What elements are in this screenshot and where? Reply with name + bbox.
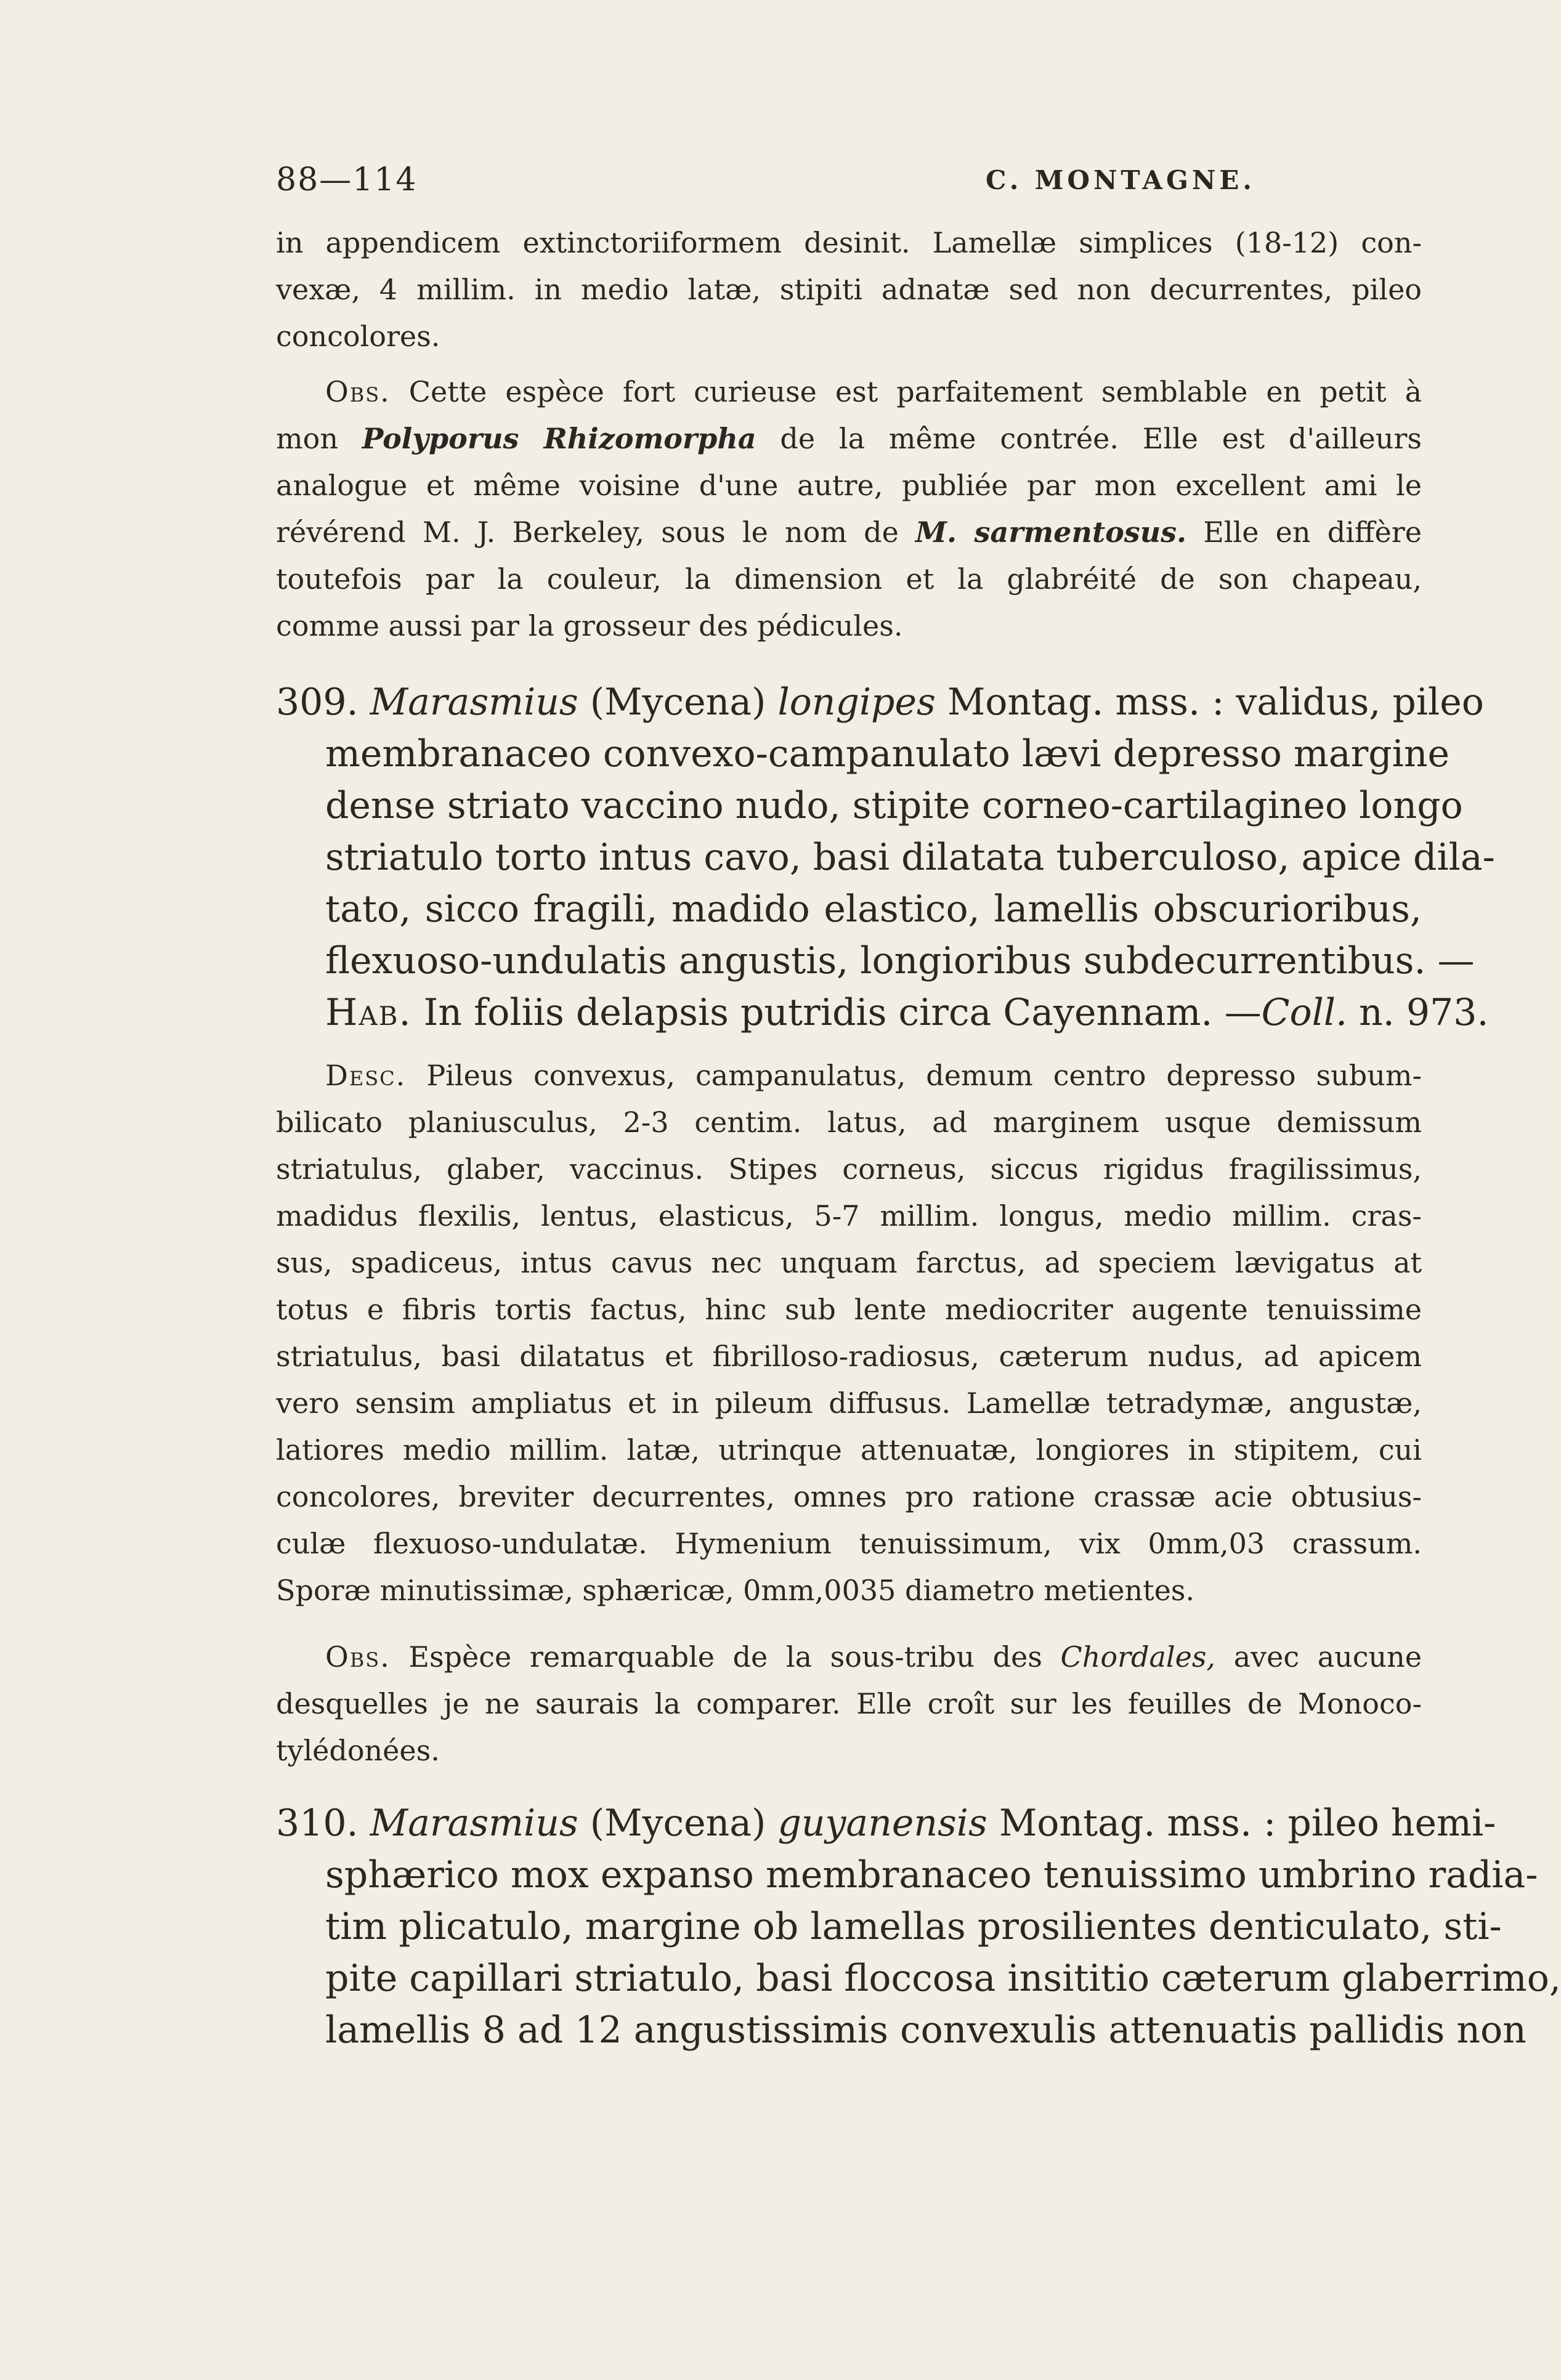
- species-heading-line: 310. Marasmius (Mycena) guyanensis Montag. mss. : pileo hemi-: [276, 1802, 1496, 1845]
- text-line: bilicato planiusculus, 2-3 centim. latus, ad marginem usque demissum: [276, 1106, 1422, 1139]
- page-header: [271, 161, 1429, 204]
- observation-paragraph-1: [276, 368, 1422, 649]
- species-heading-line: 309. Marasmius (Mycena) longipes Montag. mss. : validus, pileo: [276, 681, 1484, 724]
- text-line: tato, sicco fragili, madido elastico, lamellis obscurioribus,: [325, 888, 1422, 931]
- species-name: Polyporus Rhizomorpha: [362, 422, 756, 455]
- text-line: vexæ, 4 millim. in medio latæ, stipiti adnatæ sed non decurrentes, pileo: [276, 273, 1422, 306]
- obs-label: Obs.: [325, 375, 391, 408]
- text-line: Sporæ minutissimæ, sphæricæ, 0mm,0035 diametro metientes.: [276, 1574, 1195, 1607]
- text-line: flexuoso-undulatis angustis, longioribus subdecurrentibus. —: [325, 939, 1475, 982]
- desc-label: Desc.: [325, 1059, 407, 1092]
- text-line: sphærico mox expanso membranaceo tenuissimo umbrino radia-: [325, 1853, 1538, 1896]
- text-line: toutefois par la couleur, la dimension et la glabréité de son chapeau,: [276, 562, 1422, 596]
- text-line: Desc. Pileus convexus, campanulatus, demum centro depresso subum-: [325, 1059, 1422, 1092]
- species-epithet: guyanensis: [777, 1802, 987, 1845]
- genus-name: Marasmius: [370, 1802, 578, 1845]
- text-line: dense striato vaccino nudo, stipite corneo-cartilagineo longo: [325, 784, 1463, 827]
- text-line: madidus flexilis, lentus, elasticus, 5-7 millim. longus, medio millim. cras-: [276, 1199, 1422, 1232]
- text-line: Obs. Cette espèce fort curieuse est parfaitement semblable en petit à: [325, 375, 1422, 408]
- page-number: 88—114: [276, 161, 418, 198]
- hab-label: Hab.: [325, 991, 412, 1034]
- text-line: lamellis 8 ad 12 angustissimis convexulis attenuatis pallidis non: [325, 2009, 1527, 2052]
- text-line: desquelles je ne saurais la comparer. Elle croît sur les feuilles de Monoco-: [276, 1687, 1422, 1720]
- species-number: 310.: [276, 1802, 359, 1845]
- taxon-name: Chordales,: [1060, 1640, 1216, 1674]
- text-line: tylédonées.: [276, 1734, 440, 1767]
- species-entry-309: [276, 676, 1495, 1038]
- text-line: striatulus, basi dilatatus et fibrilloso-radiosus, cæterum nudus, ad apicem: [276, 1340, 1422, 1373]
- text-line: striatulus, glaber, vaccinus. Stipes corneus, siccus rigidus fragilissimus,: [276, 1152, 1422, 1186]
- text-line: concolores.: [276, 320, 440, 353]
- text-line: mon Polyporus Rhizomorpha de la même contrée. Elle est d'ailleurs: [276, 422, 1422, 455]
- text-line: totus e fibris tortis factus, hinc sub lente mediocriter augente tenuissime: [276, 1293, 1422, 1326]
- text-line: vero sensim ampliatus et in pileum diffusus. Lamellæ tetradymæ, angustæ,: [276, 1386, 1422, 1420]
- coll-label: Coll.: [1261, 991, 1348, 1034]
- text-line: striatulo torto intus cavo, basi dilatata tuberculoso, apice dila-: [325, 836, 1495, 879]
- text-line: membranaceo convexo-campanulato lævi depresso margine: [325, 732, 1450, 775]
- species-epithet: longipes: [777, 681, 936, 724]
- text-line: latiores medio millim. latæ, utrinque attenuatæ, longiores in stipitem, cui: [276, 1433, 1422, 1467]
- obs-label: Obs.: [325, 1640, 391, 1674]
- habitat-line: Hab. In foliis delapsis putridis circa Cayennam. —Coll. n. 973.: [325, 991, 1489, 1034]
- text-line: concolores, breviter decurrentes, omnes pro ratione crassæ acie obtusius-: [276, 1480, 1422, 1513]
- running-head: C. MONTAGNE.: [986, 165, 1255, 195]
- text-line: révérend M. J. Berkeley, sous le nom de M. sarmentosus. Elle en diffère: [276, 516, 1422, 549]
- text-line: tim plicatulo, margine ob lamellas prosilientes denticulato, sti-: [325, 1905, 1502, 1948]
- genus-name: Marasmius: [370, 681, 578, 724]
- continuation-paragraph: [276, 219, 1422, 360]
- text-line: comme aussi par la grosseur des pédicules.: [276, 609, 903, 642]
- text-line: pite capillari striatulo, basi floccosa insititio cæterum glaberrimo,: [325, 1957, 1561, 2000]
- observation-paragraph-2: [276, 1633, 1422, 1774]
- species-entry-310: [276, 1797, 1561, 2056]
- text-line: sus, spadiceus, intus cavus nec unquam farctus, ad speciem lævigatus at: [276, 1246, 1422, 1279]
- species-number: 309.: [276, 681, 359, 724]
- species-name: M. sarmentosus.: [915, 516, 1187, 549]
- description-paragraph-309: [276, 1052, 1422, 1614]
- text-line: Obs. Espèce remarquable de la sous-tribu des Chordales, avec aucune: [325, 1640, 1422, 1674]
- text-line: culæ flexuoso-undulatæ. Hymenium tenuissimum, vix 0mm,03 crassum.: [276, 1527, 1422, 1560]
- text-line: analogue et même voisine d'une autre, publiée par mon excellent ami le: [276, 469, 1422, 502]
- text-line: in appendicem extinctoriiformem desinit. Lamellæ simplices (18-12) con-: [276, 226, 1422, 259]
